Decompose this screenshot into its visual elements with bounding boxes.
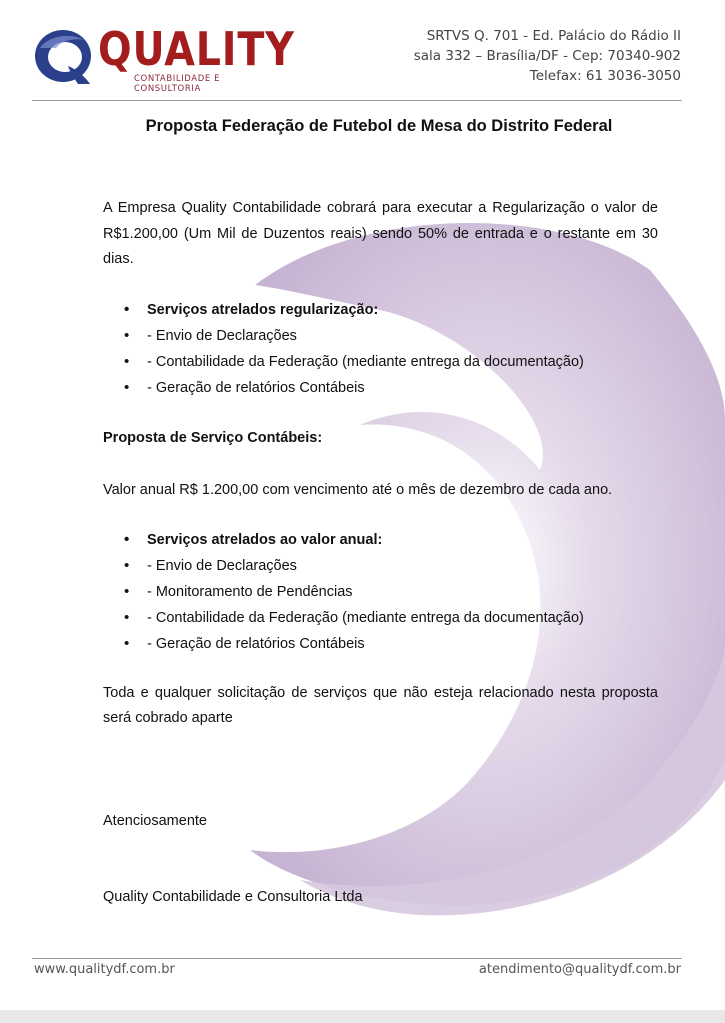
closing-note: Toda e qualquer solicitação de serviços que não esteja relacionado nesta proposta será cobrado aparte bbox=[103, 684, 658, 726]
list-item: • - Envio de Declarações bbox=[103, 323, 658, 349]
footer-divider bbox=[32, 958, 682, 959]
intro-paragraph: A Empresa Quality Contabilidade cobrará para executar a Regularização o valor de R$1.200,00 (Um Mil de Duzentos reais) sendo 50% de entrada e o restante em 30 dias. bbox=[103, 200, 658, 267]
logo-wordmark: QUALITY bbox=[98, 22, 295, 76]
logo-tagline: CONTABILIDADE E CONSULTORIA bbox=[134, 74, 221, 94]
list-item: • - Monitoramento de Pendências bbox=[103, 579, 658, 605]
header-divider bbox=[32, 100, 682, 101]
footer-email: atendimento@qualitydf.com.br bbox=[478, 962, 681, 977]
list-item: • Serviços atrelados ao valor anual: bbox=[103, 527, 658, 553]
signature-company: Quality Contabilidade e Consultoria Ltda bbox=[103, 888, 363, 905]
list-item: • - Geração de relatórios Contábeis bbox=[103, 631, 658, 657]
letterhead bbox=[0, 0, 725, 105]
document-body bbox=[103, 196, 658, 910]
list-item: • - Geração de relatórios Contábeis bbox=[103, 375, 658, 401]
list-item: • - Envio de Declarações bbox=[103, 553, 658, 579]
annual-services-list bbox=[103, 527, 658, 657]
list-item: • - Contabilidade da Federação (mediante entrega da documentação) bbox=[103, 349, 658, 375]
document-title: Proposta Federação de Futebol de Mesa do Distrito Federal bbox=[145, 117, 613, 135]
address-line-2: sala 332 – Brasília/DF - Cep: 70340-902 bbox=[413, 48, 681, 64]
logo-swirl-icon bbox=[32, 26, 94, 86]
company-logo bbox=[32, 22, 295, 94]
section-heading: Proposta de Serviço Contábeis: bbox=[103, 429, 323, 446]
footer-website: www.qualitydf.com.br bbox=[34, 962, 175, 977]
salutation: Atenciosamente bbox=[103, 812, 207, 829]
list-item: • - Contabilidade da Federação (mediante entrega da documentação) bbox=[103, 605, 658, 631]
address-phone: Telefax: 61 3036-3050 bbox=[529, 68, 681, 84]
address-line-1: SRTVS Q. 701 - Ed. Palácio do Rádio II bbox=[426, 28, 681, 44]
annual-value-text: Valor anual R$ 1.200,00 com vencimento até o mês de dezembro de cada ano. bbox=[103, 481, 613, 498]
list-item: • Serviços atrelados regularização: bbox=[103, 297, 658, 323]
company-address bbox=[414, 26, 681, 86]
regularization-services-list bbox=[103, 297, 658, 401]
